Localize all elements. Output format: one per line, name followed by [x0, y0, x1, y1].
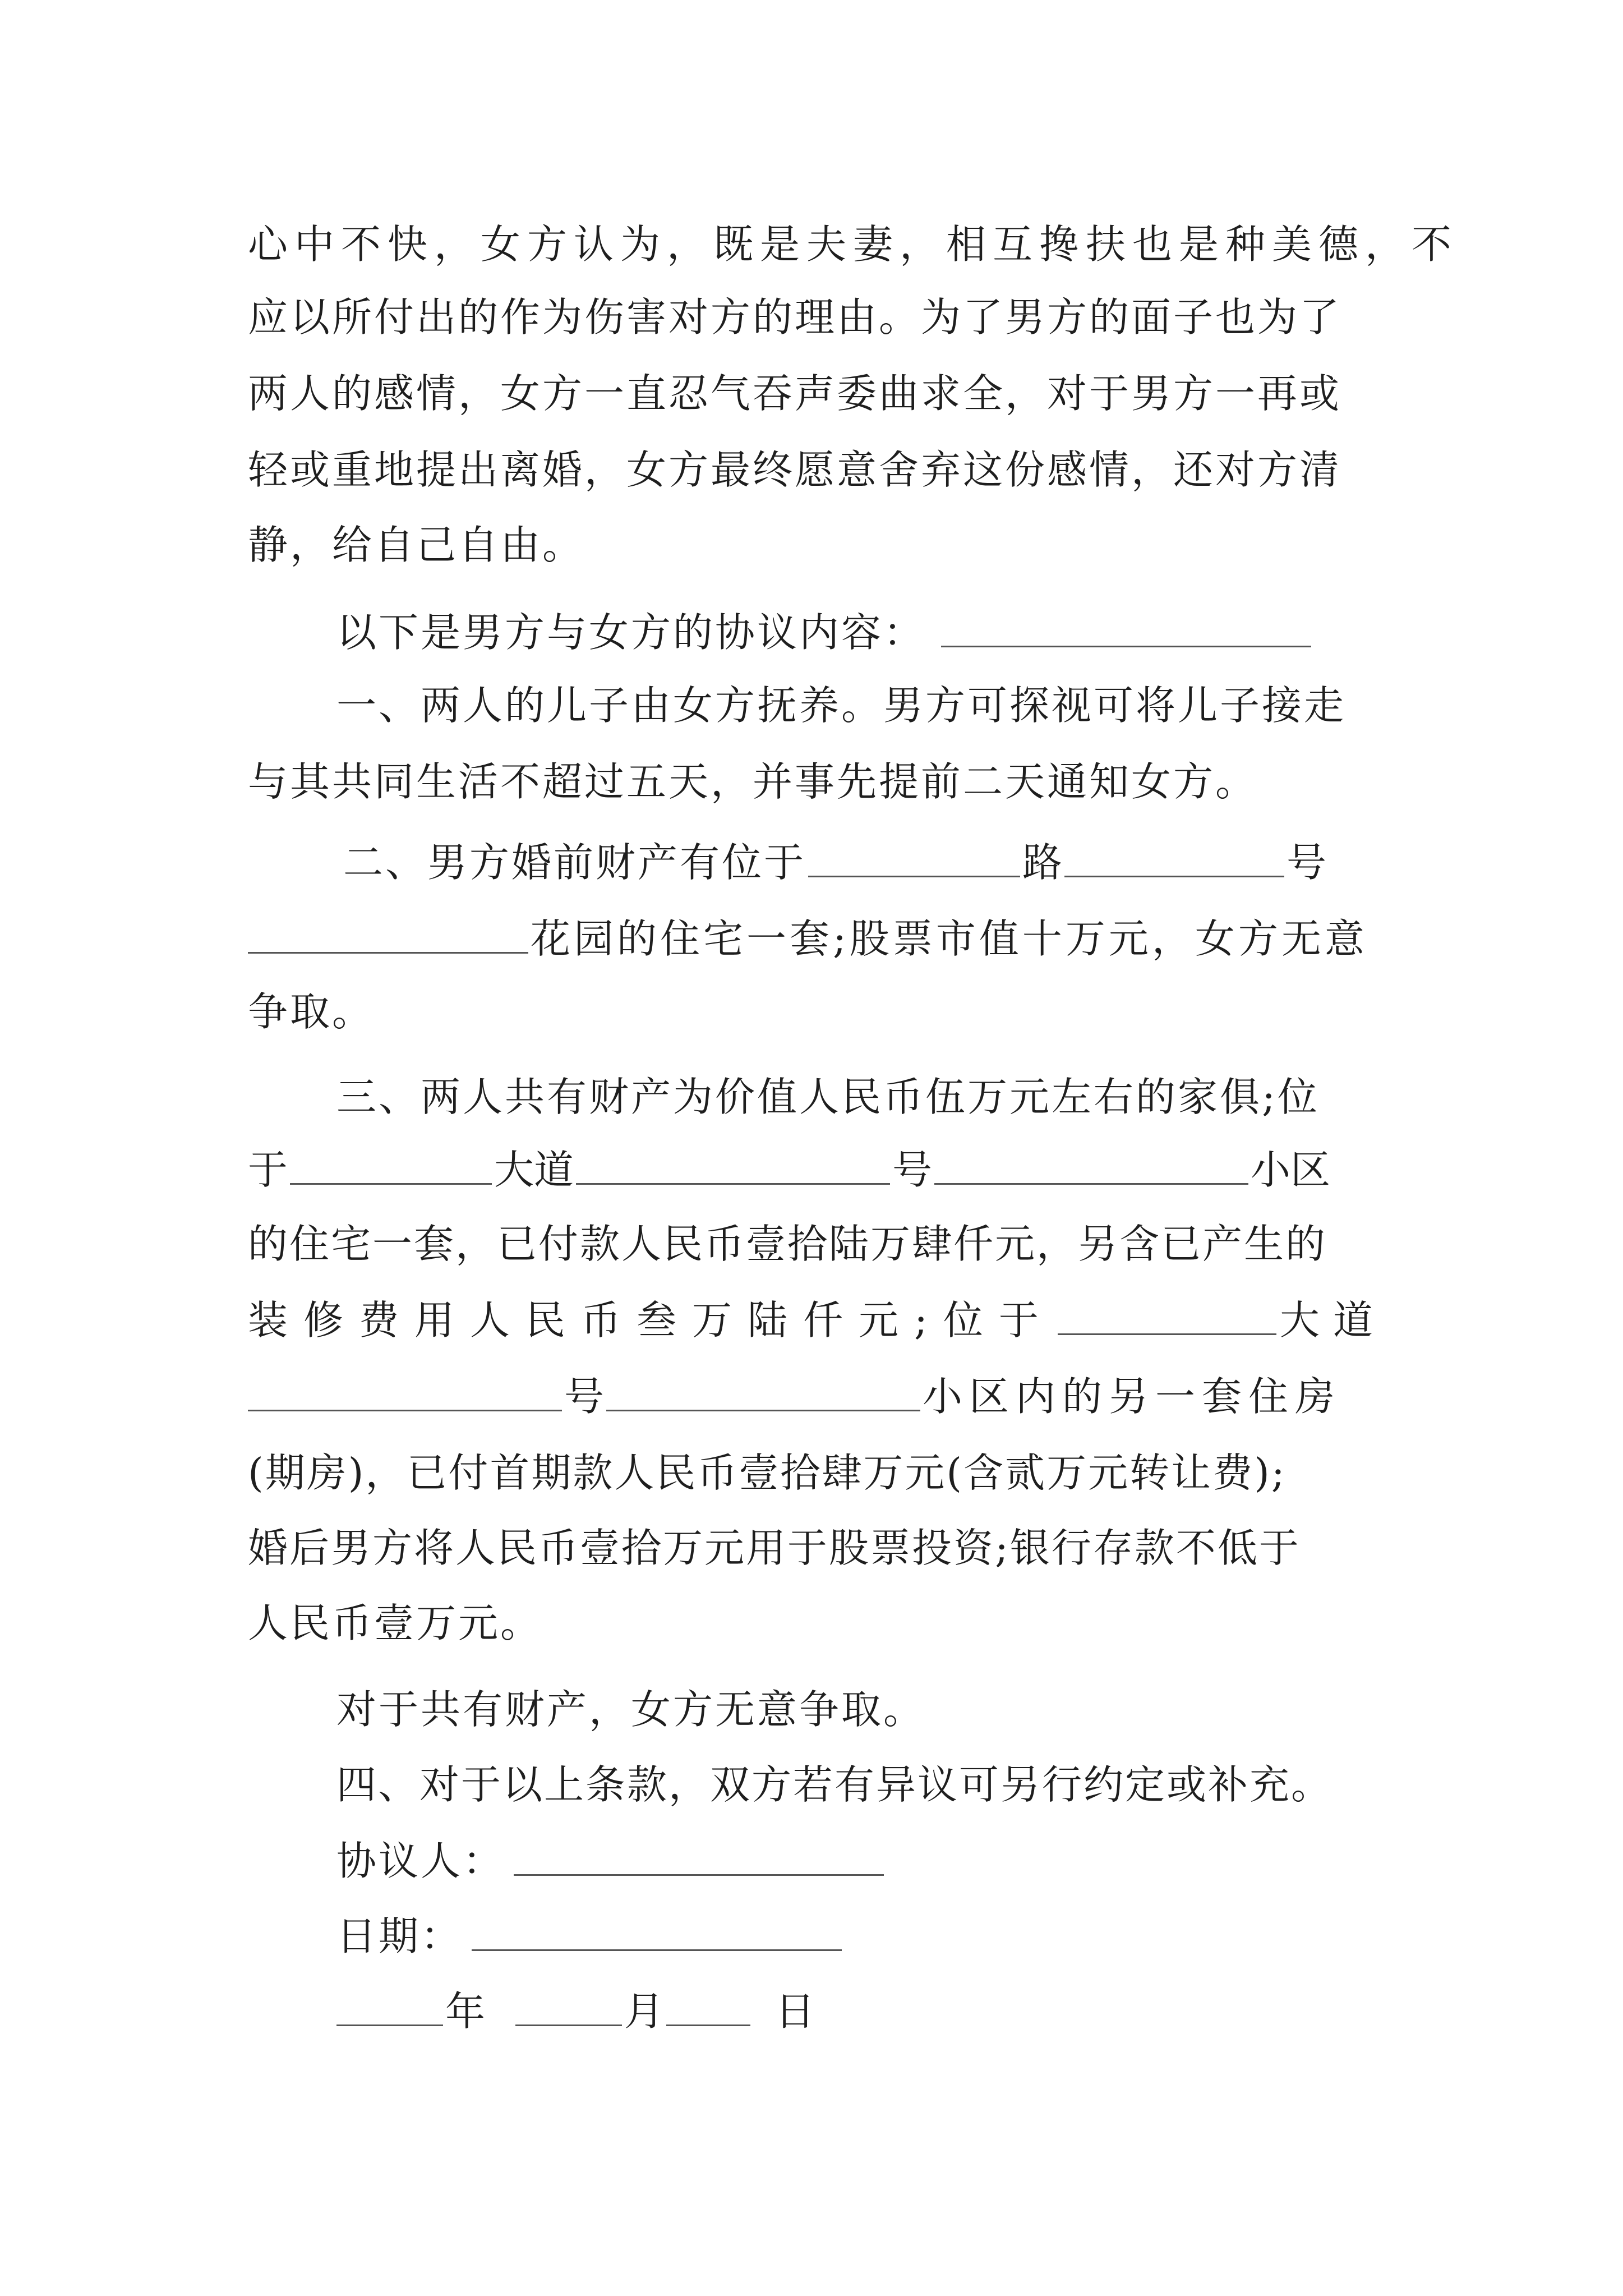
paragraph-line: [336, 1676, 1391, 1743]
paragraph-line: [248, 1363, 1386, 1430]
fill-blank: [1064, 842, 1284, 877]
line-text: (期房)，已付首期款人民币壹拾肆万元(含贰万元转让费);: [248, 1450, 1287, 1496]
line-text: 四、对于以上条款，双方若有异议可另行约定或补充。: [336, 1761, 1333, 1808]
fill-blank: [248, 918, 528, 954]
line-text: 对于共有财产，女方无意争取。: [336, 1686, 926, 1733]
paragraph-line: [336, 672, 1391, 739]
line-text: 花园的住宅一套;股票市值十万元，女方无意: [531, 915, 1368, 962]
line-text: 婚后男方将人民币壹拾万元用于股票投资;银行存款不低于: [248, 1525, 1301, 1571]
line-text: 三、两人共有财产为价值人民币伍万元左右的家俱;位: [336, 1074, 1320, 1120]
line-text: 人民币壹万元。: [248, 1600, 543, 1646]
line-text: 小区内的另一套住房: [923, 1373, 1342, 1420]
day-label: 日: [775, 1988, 815, 2035]
paragraph-line: [343, 829, 1398, 896]
paragraph-line: [336, 1751, 1391, 1819]
signatory-label: 协议人：: [336, 1838, 505, 1884]
fill-blank: [941, 612, 1311, 647]
line-text: 小区: [1251, 1147, 1331, 1193]
line-text: 两人的感情，女方一直忍气吞声委曲求全，对于男方一再或: [248, 370, 1342, 417]
paragraph-line: [248, 211, 1459, 278]
month-blank: [515, 1991, 622, 2026]
line-text: 号: [892, 1147, 933, 1193]
year-blank: [336, 1991, 443, 2026]
line-text: 以下是男方与女方的协议内容：: [336, 609, 926, 656]
line-text: 争取。: [248, 988, 375, 1035]
line-text: 号: [1287, 839, 1327, 886]
paragraph-line: [248, 748, 1386, 816]
fill-blank: [1058, 1300, 1276, 1335]
month-label: 月: [624, 1988, 665, 2035]
fill-blank: [576, 1149, 890, 1185]
paragraph-line: [248, 360, 1386, 427]
paragraph-line: [248, 1137, 1386, 1204]
line-text: 大道: [1279, 1297, 1386, 1343]
paragraph-line: [248, 905, 1386, 973]
fill-blank: [808, 842, 1020, 877]
paragraph-line: [248, 1439, 1386, 1507]
paragraph-line: [248, 1211, 1386, 1278]
paragraph-line: [248, 284, 1386, 351]
line-text: 号: [564, 1373, 605, 1420]
line-text: 大道: [494, 1147, 574, 1193]
fill-blank: [290, 1149, 492, 1185]
line-text: 心中不快，女方认为，既是夫妻，相互搀扶也是种美德，不: [248, 221, 1459, 268]
date-blank: [472, 1916, 842, 1951]
year-label: 年: [445, 1988, 486, 2035]
paragraph-line: [248, 1515, 1386, 1582]
paragraph-line: [248, 436, 1386, 504]
paragraph-line: [336, 599, 1391, 666]
date-line: [336, 1903, 1391, 1970]
line-text: 路: [1022, 839, 1063, 886]
day-blank: [666, 1991, 750, 2026]
line-text: 静，给自己自由。: [248, 522, 585, 568]
paragraph-line: [248, 1590, 1386, 1657]
line-text: 的住宅一套，已付款人民币壹拾陆万肆仟元，另含已产生的: [248, 1221, 1327, 1267]
fill-blank: [606, 1376, 920, 1411]
line-text: 与其共同生活不超过五天，并事先提前二天通知女方。: [248, 758, 1258, 805]
line-text: 于: [248, 1147, 288, 1193]
line-text: 二、男方婚前财产有位于: [343, 839, 806, 886]
paragraph-line: [248, 978, 1386, 1046]
date-label: 日期：: [336, 1913, 463, 1959]
signatory-blank: [514, 1841, 884, 1876]
paragraph-line: [248, 512, 1386, 579]
line-text: 装修费用人民币叁万陆仟元;位于: [248, 1297, 1054, 1343]
fill-blank: [934, 1149, 1248, 1185]
line-text: 轻或重地提出离婚，女方最终愿意舍弃这份感情，还对方清: [248, 447, 1342, 493]
paragraph-line: [336, 1064, 1391, 1131]
date-fill-line: [336, 1978, 1391, 2045]
paragraph-line: [248, 1287, 1386, 1354]
signatory-line: [336, 1828, 1391, 1895]
line-text: 一、两人的儿子由女方抚养。男方可探视可将儿子接走: [336, 682, 1347, 729]
line-text: 应以所付出的作为伤害对方的理由。为了男方的面子也为了: [248, 294, 1342, 341]
fill-blank: [248, 1376, 562, 1411]
